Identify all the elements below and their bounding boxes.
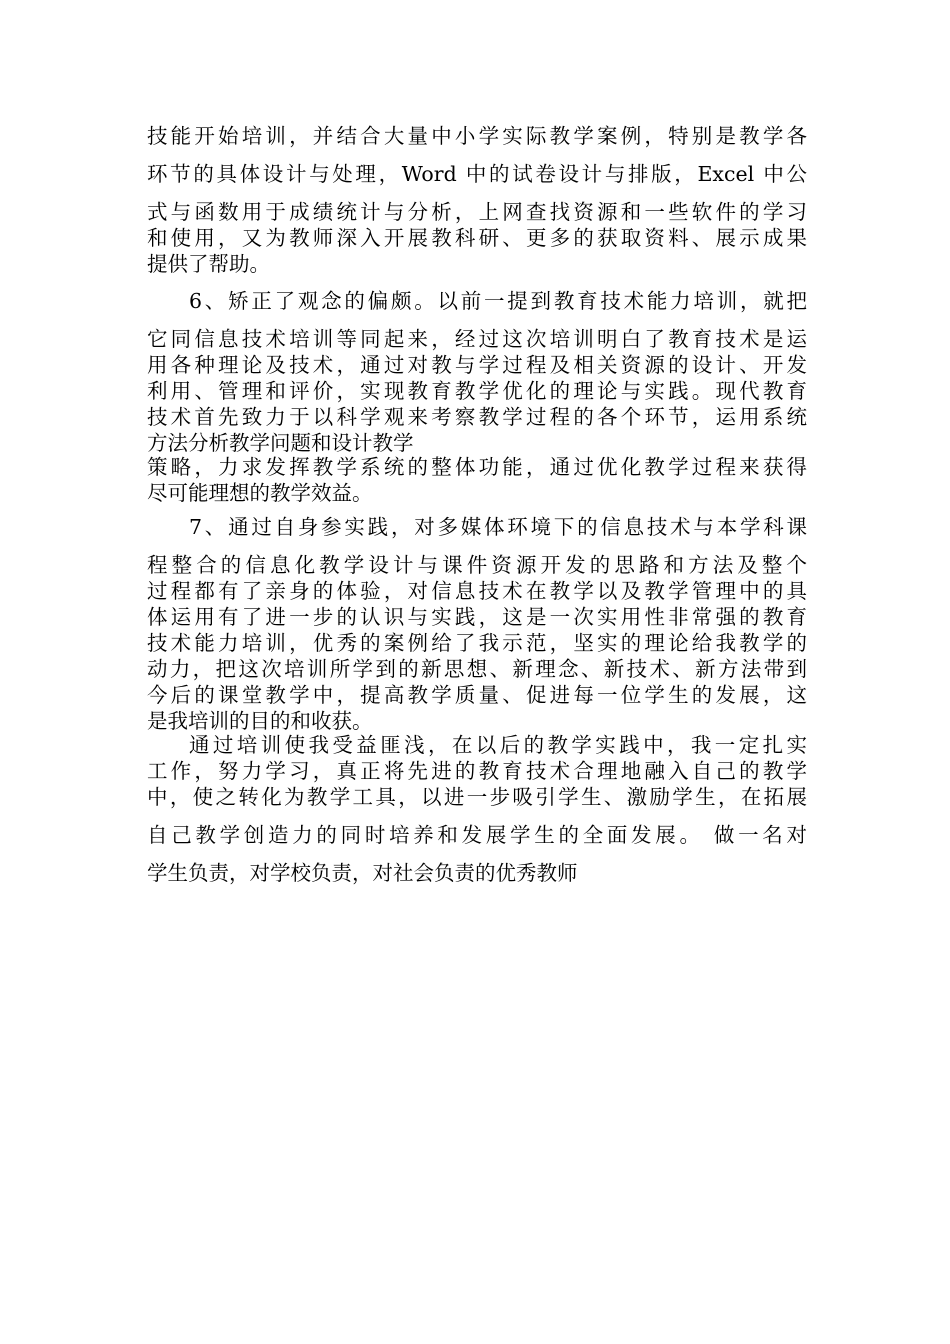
text-line: 工作，努力学习，真正将先进的教育技术合理地融入自己的教学 [147, 759, 807, 783]
text-line: 学生负责，对学校负责，对社会负责的优秀教师 [147, 861, 578, 885]
text-line: 今后的课堂教学中，提高教学质量、促进每一位学生的发展，这 [147, 683, 807, 707]
text-line: 通过培训使我受益匪浅，在以后的教学实践中，我一定扎实 [189, 733, 807, 757]
text-line: 技术首先致力于以科学观来考察教学过程的各个环节，运用系统 [147, 405, 807, 429]
text-line: 6、矫正了观念的偏颇。以前一提到教育技术能力培训，就把 [189, 289, 807, 313]
text-line: 和使用，又为教师深入开展教科研、更多的获取资料、展示成果 [147, 226, 807, 250]
text-line: 体运用有了进一步的认识与实践，这是一次实用性非常强的教育 [147, 605, 807, 629]
text-line: 中，使之转化为教学工具，以进一步吸引学生、激励学生，在拓展 [147, 785, 807, 809]
text-line: 它同信息技术培训等同起来，经过这次培训明白了教育技术是运 [147, 327, 807, 351]
text-line: 是我培训的目的和收获。 [147, 709, 373, 733]
text-line: 提供了帮助。 [147, 252, 270, 276]
text-line: 利用、管理和评价，实现教育教学优化的理论与实践。现代教育 [147, 379, 807, 403]
text-line: 用各种理论及技术，通过对教与学过程及相关资源的设计、开发 [147, 353, 807, 377]
text-line: 尽可能理想的教学效益。 [147, 481, 373, 505]
text-line: 技术能力培训，优秀的案例给了我示范，坚实的理论给我教学的 [147, 631, 807, 655]
text-line: 方法分析教学问题和设计教学 [147, 431, 414, 455]
text-line: 自己教学创造力的同时培养和发展学生的全面发展。 做一名对 [147, 823, 807, 847]
text-line: 7、通过自身参实践，对多媒体环境下的信息技术与本学科课 [189, 515, 807, 539]
text-line: 动力，把这次培训所学到的新思想、新理念、新技术、新方法带到 [147, 657, 807, 681]
text-line: 过程都有了亲身的体验，对信息技术在教学以及教学管理中的具 [147, 579, 807, 603]
text-line: 环节的具体设计与处理，Word 中的试卷设计与排版，Excel 中公 [147, 162, 807, 186]
text-line: 策略，力求发挥教学系统的整体功能，通过优化教学过程来获得 [147, 455, 807, 479]
text-line: 程整合的信息化教学设计与课件资源开发的思路和方法及整个 [147, 553, 807, 577]
text-line: 式与函数用于成绩统计与分析，上网查找资源和一些软件的学习 [147, 200, 807, 224]
text-line: 技能开始培训，并结合大量中小学实际教学案例，特别是教学各 [147, 124, 807, 148]
